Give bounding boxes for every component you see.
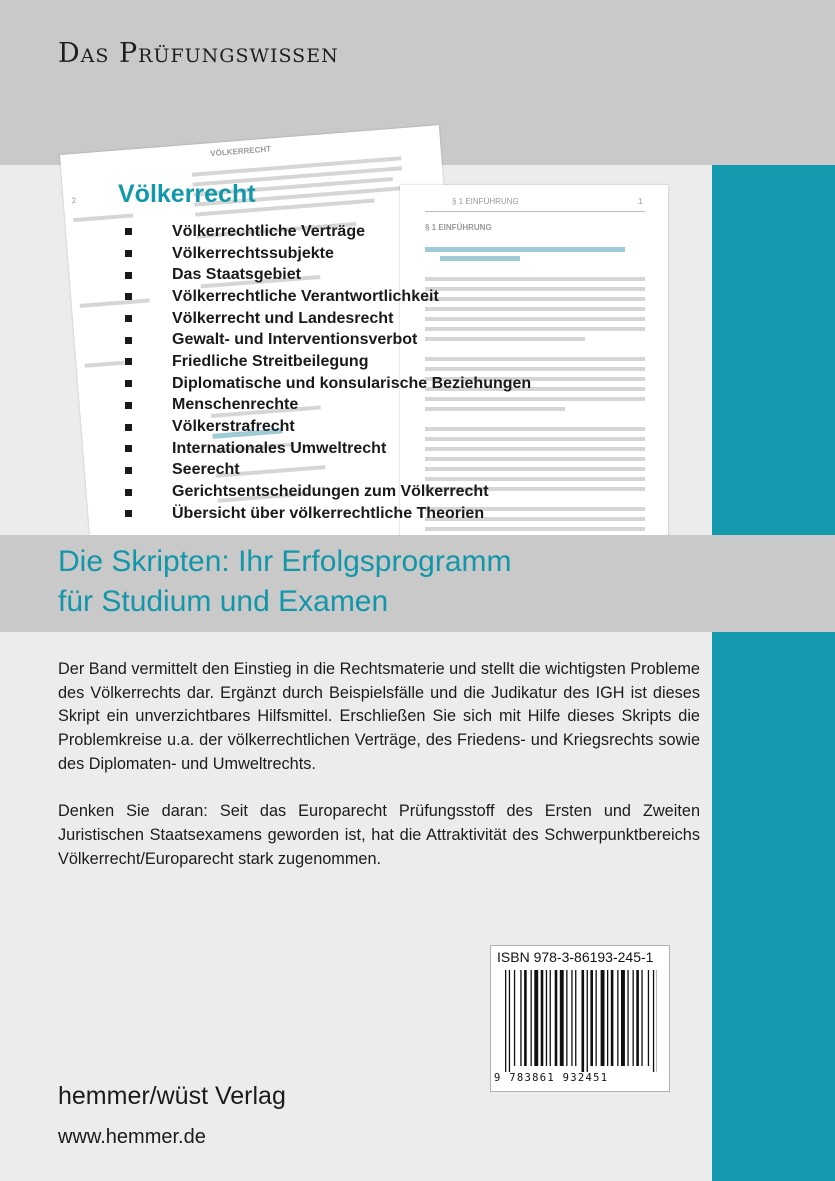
- barcode-bar: [524, 970, 527, 1066]
- topic-label: Das Staatsgebiet: [172, 266, 301, 284]
- barcode-bar: [566, 970, 567, 1066]
- square-bullet-icon: [125, 337, 132, 344]
- topic-label: Seerecht: [172, 461, 240, 479]
- topic-item: [125, 264, 531, 286]
- description-paragraph-2: Denken Sie daran: Seit das Europarecht Prüfungsstoff des Ersten und Zweiten Juristischen Staatsexamens geworden ist, hat die Attraktivität des Schwerpunktbereichs Völkerrecht/Europarecht stark zugenommen.: [58, 802, 700, 868]
- headline-line-1: Die Skripten: Ihr Erfolgsprogramm: [58, 545, 512, 578]
- headline-line-2: für Studium und Examen: [58, 585, 389, 618]
- barcode-digits: 9 783861 932451: [494, 1072, 609, 1084]
- barcode-bar: [590, 970, 593, 1066]
- barcode-bar: [575, 970, 576, 1066]
- barcode-bar: [641, 970, 642, 1066]
- barcode-bar: [555, 970, 558, 1066]
- topic-item: [125, 329, 531, 351]
- topic-label: Gerichtsentscheidungen zum Völkerrecht: [172, 483, 489, 501]
- topic-label: Übersicht über völkerrechtliche Theorien: [172, 504, 485, 522]
- subject-title: Völkerrecht: [118, 180, 256, 208]
- barcode-bar: [560, 970, 564, 1066]
- square-bullet-icon: [125, 467, 132, 474]
- topic-label: Völkerrecht und Landesrecht: [172, 309, 394, 327]
- topic-item: [125, 481, 531, 503]
- barcode-bar: [509, 970, 510, 1072]
- description-paragraph-1: [58, 658, 700, 777]
- square-bullet-icon: [125, 380, 132, 387]
- sample-page-heading: VÖLKERRECHT: [210, 144, 272, 159]
- barcode-bar: [653, 970, 654, 1072]
- topic-label: Diplomatische und konsularische Beziehungen: [172, 374, 532, 392]
- headline: [58, 542, 698, 622]
- barcode-bar: [582, 970, 585, 1072]
- square-bullet-icon: [125, 402, 132, 409]
- topic-item: [125, 351, 531, 373]
- sample-page-section: § 1 EINFÜHRUNG: [425, 223, 492, 232]
- topic-item: [125, 286, 531, 308]
- barcode-bar: [505, 970, 506, 1072]
- barcode-bar: [617, 970, 618, 1066]
- barcode-bar: [514, 970, 515, 1066]
- square-bullet-icon: [125, 489, 132, 496]
- barcode-bar: [550, 970, 551, 1066]
- square-bullet-icon: [125, 358, 132, 365]
- topic-item: [125, 373, 531, 395]
- barcode-bar: [546, 970, 547, 1066]
- barcode-bar: [534, 970, 538, 1066]
- topic-item: [125, 221, 531, 243]
- square-bullet-icon: [125, 315, 132, 322]
- topic-item: [125, 460, 531, 482]
- barcode-bar: [571, 970, 572, 1066]
- barcode-bar: [607, 970, 608, 1066]
- barcode-bar: [636, 970, 639, 1066]
- barcode-bar: [611, 970, 614, 1066]
- barcode-icon: [505, 970, 657, 1072]
- barcode-bar: [627, 970, 628, 1066]
- description-sentence-1: Der Band vermittelt den Einstieg in die Rechtsmaterie und stellt die wichtigsten Probleme des Völkerrechts dar. Ergänzt durch Beispielsfälle und die Judikatur des IGH ist dieses Skript ein unverzichtbares Hilfsmittel.: [58, 660, 700, 726]
- topic-label: Völkerrechtssubjekte: [172, 244, 334, 262]
- topic-item: [125, 243, 531, 265]
- square-bullet-icon: [125, 272, 132, 279]
- series-title: Das Prüfungswissen: [58, 38, 339, 69]
- topic-item: [125, 438, 531, 460]
- square-bullet-icon: [125, 228, 132, 235]
- sample-page-number: 1: [638, 197, 643, 206]
- sample-page-header: § 1 EINFÜHRUNG: [452, 197, 519, 206]
- barcode-bar: [596, 970, 597, 1066]
- topic-item: [125, 503, 531, 525]
- square-bullet-icon: [125, 293, 132, 300]
- barcode-bar: [601, 970, 605, 1066]
- teal-side-bar: [712, 165, 835, 1181]
- topic-list: [125, 221, 531, 525]
- topic-label: Völkerrechtliche Verantwortlichkeit: [172, 287, 439, 305]
- publisher-website: www.hemmer.de: [58, 1126, 206, 1148]
- topic-label: Friedliche Streitbeilegung: [172, 352, 369, 370]
- barcode-bar: [621, 970, 625, 1066]
- barcode-bar: [531, 970, 532, 1066]
- barcode-bar: [633, 970, 634, 1066]
- square-bullet-icon: [125, 445, 132, 452]
- description-text: [58, 658, 700, 895]
- topic-label: Gewalt- und Interventionsverbot: [172, 331, 418, 349]
- topic-label: Völkerrechtliche Verträge: [172, 222, 365, 240]
- barcode-bar: [541, 970, 544, 1066]
- topic-label: Internationales Umweltrecht: [172, 439, 387, 457]
- sample-page-number: 2: [71, 195, 77, 206]
- barcode-bar: [648, 970, 649, 1066]
- description-sentence-2: Erschließen Sie sich mit Hilfe dieses Skripts die Problemkreise u.a. der völkerrechtlichen Verträge, des Friedens- und Kriegsrechts sowie des Diplomaten- und Umweltrechts.: [58, 707, 700, 773]
- isbn-number: ISBN 978-3-86193-245-1: [497, 949, 654, 965]
- topic-item: [125, 395, 531, 417]
- topic-label: Völkerstrafrecht: [172, 418, 295, 436]
- square-bullet-icon: [125, 510, 132, 517]
- isbn-barcode-box: [490, 945, 670, 1092]
- square-bullet-icon: [125, 424, 132, 431]
- publisher-name: hemmer/wüst Verlag: [58, 1082, 286, 1110]
- square-bullet-icon: [125, 250, 132, 257]
- barcode-bar: [520, 970, 521, 1066]
- topic-label: Menschenrechte: [172, 396, 299, 414]
- topic-item: [125, 416, 531, 438]
- barcode-bar: [587, 970, 588, 1072]
- topic-item: [125, 308, 531, 330]
